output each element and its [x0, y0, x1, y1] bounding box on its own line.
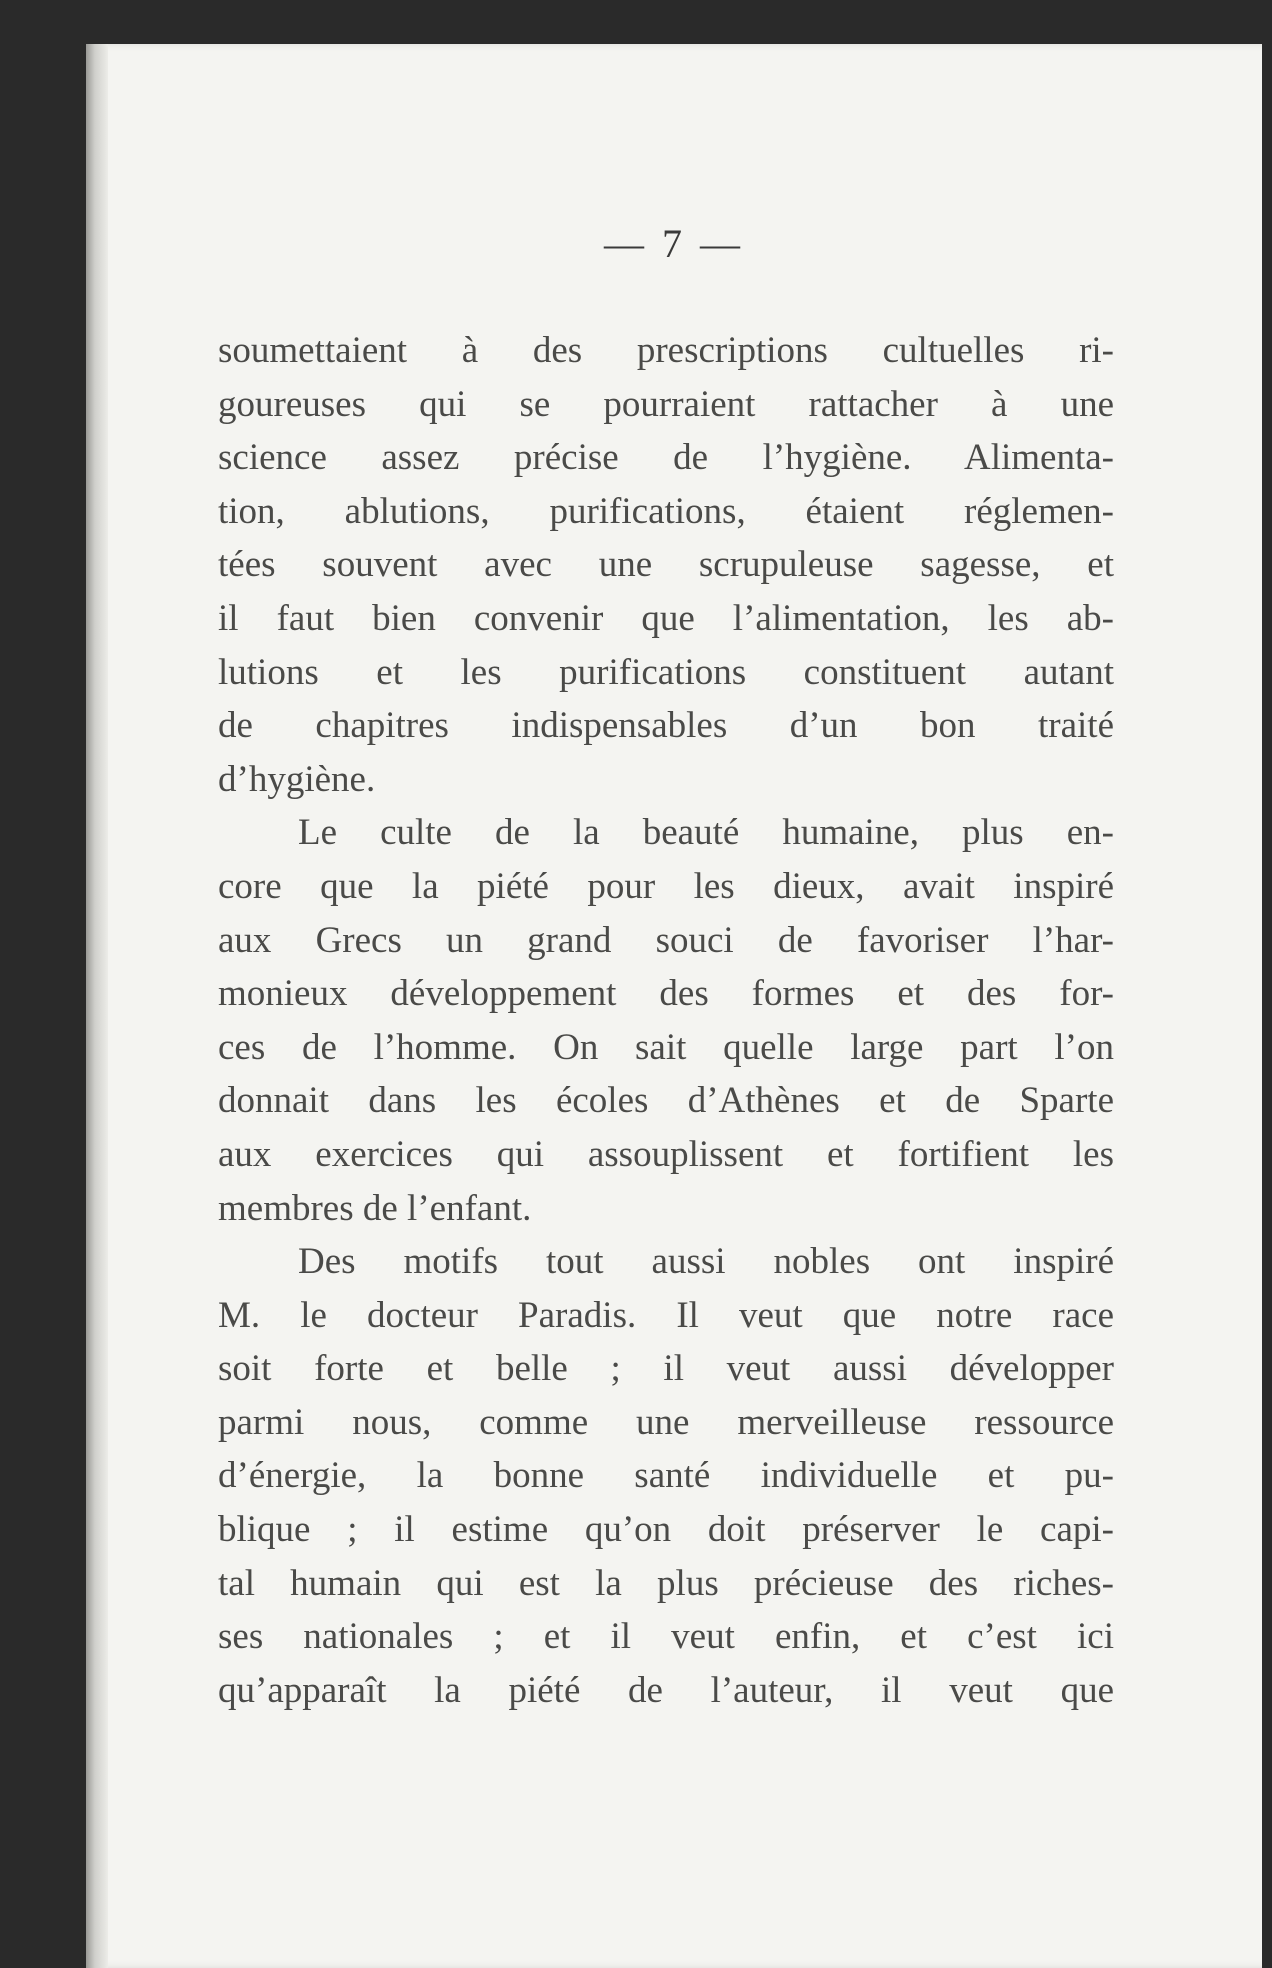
book-page	[86, 44, 1262, 1968]
text-line: d’énergie, la bonne santé individuelle et pu-	[218, 1455, 1114, 1497]
text-line: tion, ablutions, purifications, étaient réglemen-	[218, 490, 1114, 532]
text-line: de chapitres indispensables d’un bon traité	[218, 705, 1114, 747]
text-line: parmi nous, comme une merveilleuse ressource	[218, 1401, 1114, 1443]
paragraph-3	[218, 1235, 1114, 1717]
text-line: monieux développement des formes et des for-	[218, 973, 1114, 1015]
text-line: M. le docteur Paradis. Il veut que notre race	[218, 1294, 1114, 1336]
text-line: donnait dans les écoles d’Athènes et de Sparte	[218, 1080, 1114, 1122]
text-line: il faut bien convenir que l’alimentation, les ab-	[218, 597, 1114, 639]
text-line: tal humain qui est la plus précieuse des riches-	[218, 1562, 1114, 1604]
text-line: d’hygiène.	[218, 758, 376, 800]
text-line: goureuses qui se pourraient rattacher à une	[218, 383, 1114, 425]
paragraph-1	[218, 324, 1114, 806]
paragraph-2	[218, 806, 1114, 1235]
text-line: Des motifs tout aussi nobles ont inspiré	[298, 1241, 1114, 1283]
page-gutter-shadow	[86, 44, 108, 1968]
text-line: ces de l’homme. On sait quelle large part l’on	[218, 1026, 1114, 1068]
text-line: soit forte et belle ; il veut aussi développer	[218, 1348, 1114, 1390]
body-text	[218, 324, 1114, 1717]
text-line: membres de l’enfant.	[218, 1187, 532, 1229]
text-line: blique ; il estime qu’on doit préserver le capi-	[218, 1509, 1114, 1551]
text-line: tées souvent avec une scrupuleuse sagesse, et	[218, 544, 1114, 586]
text-line: aux Grecs un grand souci de favoriser l’har-	[218, 919, 1114, 961]
page-number: — 7 —	[604, 221, 744, 266]
text-line: core que la piété pour les dieux, avait inspiré	[218, 865, 1114, 907]
text-line: aux exercices qui assouplissent et fortifient les	[218, 1133, 1114, 1175]
text-line: science assez précise de l’hygiène. Alimenta-	[218, 437, 1114, 479]
text-line: ses nationales ; et il veut enfin, et c’est ici	[218, 1616, 1114, 1658]
text-line: soumettaient à des prescriptions cultuelles ri-	[218, 330, 1114, 371]
text-line: qu’apparaît la piété de l’auteur, il veut que	[218, 1669, 1114, 1711]
text-line: Le culte de la beauté humaine, plus en-	[298, 812, 1114, 854]
text-line: lutions et les purifications constituent autant	[218, 651, 1114, 693]
